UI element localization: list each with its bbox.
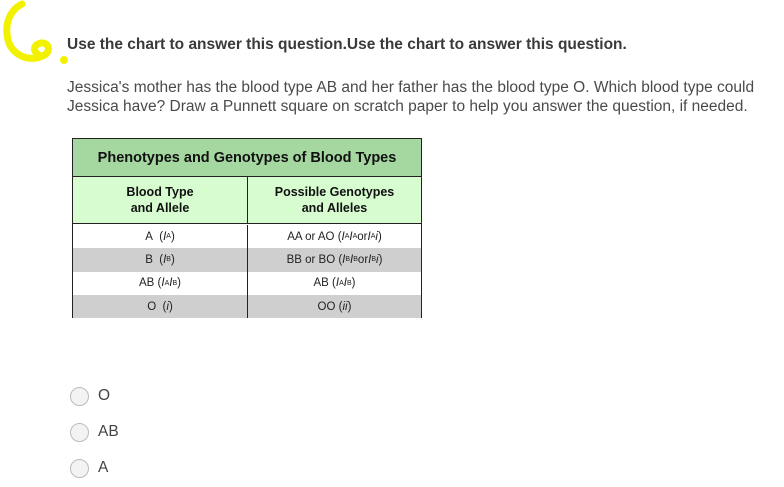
option-a[interactable] [70, 450, 119, 486]
cell-genotype: AB ( I A I B ) [313, 277, 356, 290]
option-label[interactable]: AB [98, 423, 119, 440]
cell-genotype: AA or AO ( I A I A or I A i ) [287, 230, 382, 243]
cell-type: AB ( I A I B ) [73, 272, 248, 295]
header-blood-type: Blood Type and Allele [73, 177, 248, 223]
table-row [73, 272, 421, 295]
radio-button[interactable] [70, 423, 89, 442]
option-o[interactable] [70, 378, 119, 414]
table-row [73, 248, 421, 271]
question-title: Use the chart to answer this question.Use the chart to answer this question. [67, 36, 627, 53]
cell-type: A ( I A ) [73, 225, 248, 248]
radio-button[interactable] [70, 459, 89, 478]
cell-type: B ( I B ) [73, 248, 248, 271]
answer-options [70, 378, 119, 486]
header-genotypes: Possible Genotypes and Alleles [274, 185, 395, 215]
blood-type-table [72, 138, 422, 318]
table-row [73, 295, 421, 318]
option-label[interactable]: O [98, 387, 111, 404]
radio-button[interactable] [70, 387, 89, 406]
cell-genotype: OO ( ii ) [317, 300, 352, 313]
option-ab[interactable] [70, 414, 119, 450]
option-label[interactable]: A [98, 459, 109, 476]
cell-genotype: BB or BO ( I B I B or I B i ) [286, 253, 383, 266]
table-caption: Phenotypes and Genotypes of Blood Types [73, 139, 421, 177]
cell-type: O ( i ) [73, 295, 248, 318]
question-text: Jessica's mother has the blood type AB and her father has the blood type O. Which blood type could Jessica have? Draw a Punnett square on scratch paper to help you answer the question, if needed. [67, 79, 755, 115]
table-row [73, 224, 421, 248]
handwritten-6-mark [0, 0, 72, 72]
table-header-row [73, 177, 421, 224]
